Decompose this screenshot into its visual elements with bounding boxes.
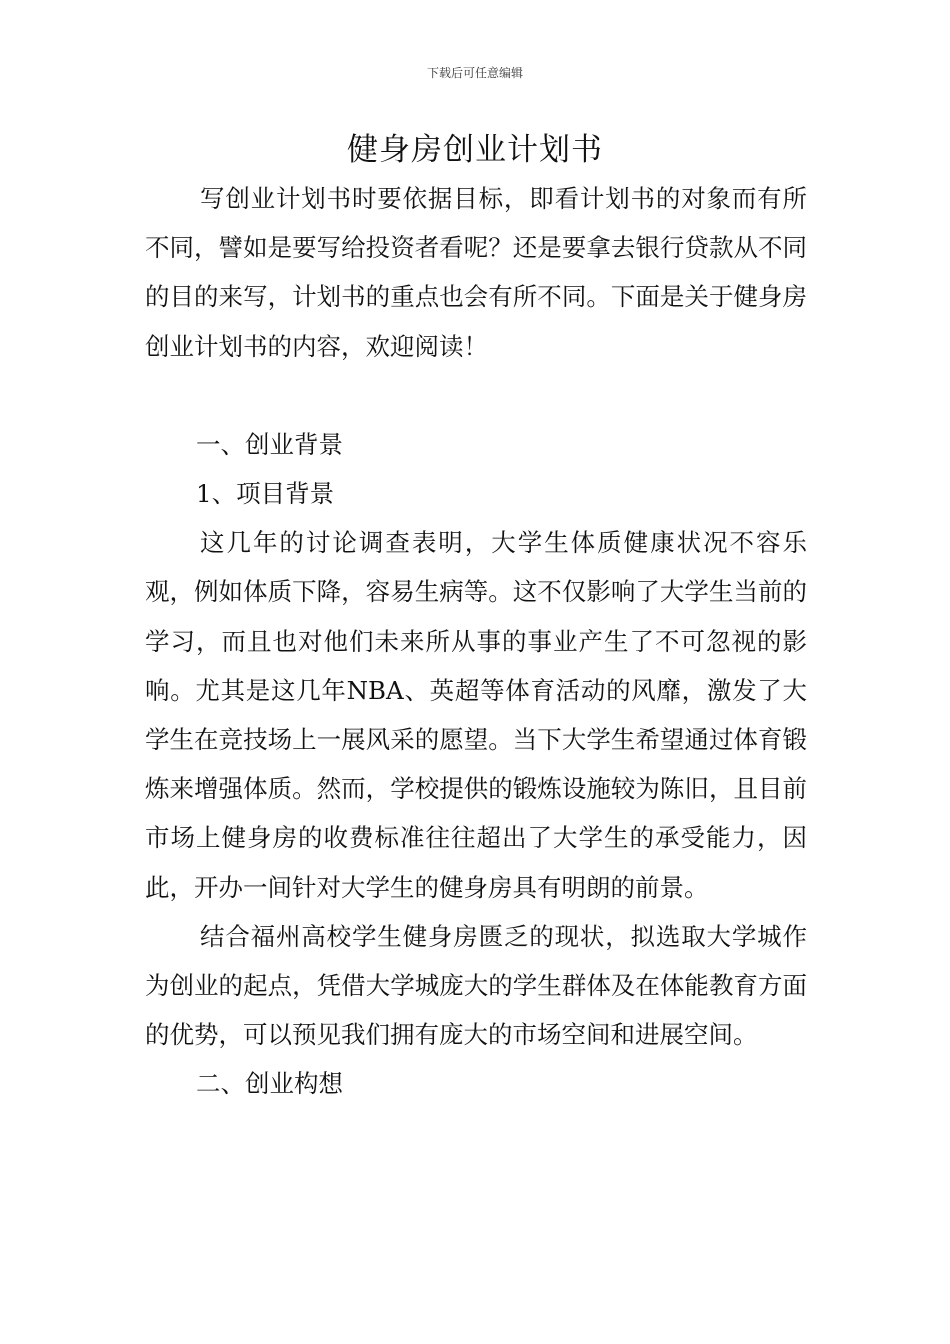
paragraph-spacer xyxy=(145,371,807,420)
intro-paragraph: 写创业计划书时要依据目标，即看计划书的对象而有所不同，譬如是要写给投资者看呢？还是要拿去银行贷款从不同的目的来写，计划书的重点也会有所不同。下面是关于健身房创业计划书的内容，欢迎阅读！ xyxy=(145,184,807,361)
section-heading-background: 一、创业背景 xyxy=(196,429,343,459)
body-paragraph: 结合福州高校学生健身房匮乏的现状，拟选取大学城作为创业的起点，凭借大学城庞大的学生群体及在体能教育方面的优势，可以预见我们拥有庞大的市场空间和进展空间。 xyxy=(145,921,807,1050)
document-body xyxy=(145,174,807,1109)
section-heading-concept: 二、创业构想 xyxy=(196,1069,343,1099)
document-title: 健身房创业计划书 xyxy=(347,132,603,168)
subsection-heading-project-background: 1、项目背景 xyxy=(196,479,335,509)
body-paragraph: 这几年的讨论调查表明，大学生体质健康状况不容乐观，例如体质下降，容易生病等。这不仅影响了大学生当前的学习，而且也对他们未来所从事的事业产生了不可忽视的影响。尤其是这几年NBA、英超等体育活动的风靡，激发了大学生在竞技场上一展风采的愿望。当下大学生希望通过体育锻炼来增强体质。然而，学校提供的锻炼设施较为陈旧，且目前市场上健身房的收费标准往往超出了大学生的承受能力，因此，开办一间针对大学生的健身房具有明朗的前景。 xyxy=(145,528,807,902)
header-note: 下载后可任意编辑 xyxy=(426,66,523,80)
